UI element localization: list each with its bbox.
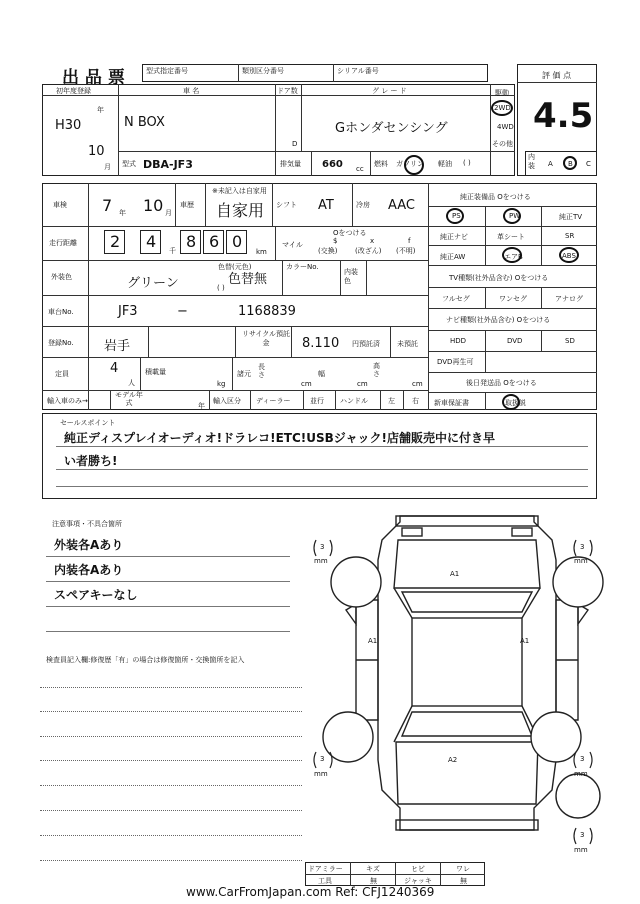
cc-label: 排気量 [280, 160, 301, 168]
note-line-1: 外装各Aあり [54, 538, 124, 552]
mileage-digit-1: 2 [110, 232, 121, 251]
score-label: 評 価 点 [542, 71, 572, 80]
shaken-label: 車検 [53, 201, 67, 209]
equip-abs: ABS [562, 252, 576, 260]
late-manual: 取扱説 [505, 399, 526, 407]
width-label: 幅 [318, 370, 325, 378]
dvd-play: DVD再生可 [437, 358, 474, 366]
recycle-unit: 円預託済 [352, 340, 380, 348]
legend-r1: 工具 [318, 877, 332, 885]
navi-title: ナビ種類(社外品含む) Oをつける [446, 316, 551, 324]
chassis-prefix: JF3 [118, 304, 138, 319]
equip-ps: PS [452, 212, 461, 220]
height-label: 高さ [373, 362, 380, 378]
score-value: 4.5 [533, 96, 594, 136]
ac-value: AAC [388, 198, 415, 213]
color-change-value: 色替無 [228, 272, 268, 287]
color-change-label: 色替(元色) [218, 263, 252, 271]
cap-label: 定員 [55, 370, 69, 378]
handle-left: 左 [388, 397, 395, 405]
shaken-year: 7 [102, 196, 113, 215]
tv-title: TV種類(社外品含む) Oをつける [449, 274, 549, 282]
tread-fl-mm: mm [314, 557, 328, 565]
color-no-label: カラーNo. [286, 263, 319, 271]
legend-h4: ワレ [456, 865, 470, 873]
shift-value: AT [318, 198, 334, 213]
equip-pw: PW [509, 212, 521, 220]
model-label: 型式 [122, 160, 136, 168]
shift-label: シフト [276, 201, 297, 209]
late-title: 後日発送品 Oをつける [466, 379, 537, 387]
serial-label: シリアル番号 [337, 67, 379, 75]
cc-value: 660 [322, 159, 343, 170]
import-div-label: 輸入区分 [213, 397, 241, 405]
mileage-digit-3: 8 [186, 232, 197, 251]
equip-aw: 純正AW [440, 253, 466, 261]
chassis-no: 1168839 [238, 304, 296, 319]
navi-sd: SD [565, 337, 575, 345]
sales-line-1: 純正ディスプレイオーディオ!ドラレコ!ETC!USBジャック!店舗販売中に付き早 [64, 431, 496, 445]
len-label: 長さ [258, 363, 265, 379]
tv-oneseg: ワンセグ [499, 295, 527, 303]
drive-2wd: 2WD [494, 104, 511, 112]
usage-value: 自家用 [216, 201, 265, 220]
interior-b: B [568, 160, 573, 168]
tread-rr-mm: mm [574, 770, 588, 778]
meter-text-3: (不明) [396, 247, 416, 255]
tread-spare: 3 [580, 831, 585, 839]
shaken-month: 10 [143, 196, 164, 215]
mile-label: マイル [282, 241, 303, 249]
recycle-label: リサイクル預託金 [241, 330, 291, 347]
car-name: N BOX [124, 115, 165, 130]
month-unit: 月 [104, 163, 111, 171]
load-kg: kg [217, 380, 226, 388]
doors-label: ドア数 [277, 87, 298, 95]
thousand-unit: 千 [169, 247, 176, 255]
mileage-digit-4: 6 [209, 232, 220, 251]
year-unit: 年 [97, 106, 104, 114]
chassis-dash: − [177, 304, 188, 319]
sales-line-2: い者勝ち! [64, 454, 118, 468]
sales-label: セールスポイント [60, 419, 116, 427]
grade-value: Gホンダセンシング [335, 121, 448, 136]
equip-tv: 純正TV [559, 213, 583, 221]
shaken-month-unit: 月 [165, 209, 172, 217]
meter-text-2: (改ざん) [355, 247, 382, 255]
interior-label: 内装 [528, 153, 535, 170]
legend-h1: ドアミラー [308, 865, 343, 873]
color-paren: ( ) [217, 284, 225, 292]
light-oil: 軽油 [438, 160, 452, 168]
grade-label: グ レ ー ド [372, 87, 407, 95]
mark-hood: A1 [450, 570, 460, 578]
load-label: 積載量 [145, 368, 166, 376]
mileage-label: 走行距離 [49, 239, 77, 247]
km-unit: km [256, 248, 267, 256]
equip-navi: 純正ナビ [440, 233, 468, 241]
equip-leather: 革シート [497, 233, 525, 241]
cap-value: 4 [110, 361, 119, 376]
year-era: H30 [55, 118, 82, 133]
class-label: 類別区分番号 [242, 67, 284, 75]
equip-sr: SR [565, 232, 575, 240]
notes-label: 注意事項・不具合箇所 [52, 520, 122, 528]
legend-h3: ヒビ [411, 865, 425, 873]
usage-label: 車歴 [180, 201, 194, 209]
recycle-value: 8.110 [302, 336, 340, 351]
note-line-3: スペアキーなし [54, 588, 138, 602]
color-label: 外装色 [51, 273, 72, 281]
tread-fr: 3 [580, 543, 585, 551]
circle-hint: Oをつける [333, 229, 367, 237]
legend-r4: 無 [460, 877, 467, 885]
color-value: グリーン [127, 276, 179, 291]
footer-ref: www.CarFromJapan.com Ref: CFJ1240369 [186, 885, 435, 899]
note-line-2: 内装各Aあり [54, 563, 124, 577]
tread-spare-mm: mm [574, 846, 588, 854]
meter-opt-3: f [408, 237, 411, 245]
model-year-label: モデル年式 [115, 391, 143, 407]
tread-rl: 3 [320, 755, 325, 763]
mileage-digit-5: 0 [232, 232, 243, 251]
mark-right: A1 [520, 637, 530, 645]
meter-text-1: (交換) [318, 247, 338, 255]
legend-h2: キズ [366, 865, 380, 873]
month-value: 10 [88, 144, 105, 159]
tread-rr: 3 [580, 755, 585, 763]
tread-fl: 3 [320, 543, 325, 551]
import-parallel: 並行 [310, 397, 324, 405]
interior-a: A [548, 160, 553, 168]
note-label: ※未記入は自家用 [212, 187, 267, 195]
shaken-year-unit: 年 [119, 209, 126, 217]
tv-fullseg: フルセグ [442, 295, 470, 303]
door-d: D [292, 140, 298, 148]
cap-unit: 人 [128, 379, 135, 387]
recycle-none: 未預託 [397, 340, 418, 348]
ac-label: 冷房 [356, 201, 370, 209]
len-cm: cm [301, 380, 312, 388]
import-dealer: ディーラー [256, 397, 291, 405]
tread-rl-mm: mm [314, 770, 328, 778]
interior-c: C [586, 160, 591, 168]
doc-title: 出 品 票 [62, 68, 125, 88]
handle-label: ハンドル [340, 397, 368, 405]
reg-label: 登録No. [48, 339, 74, 347]
late-warranty: 新車保証書 [434, 399, 469, 407]
fuel-paren: ( ) [463, 159, 471, 167]
car-name-label: 車 名 [183, 87, 200, 95]
navi-hdd: HDD [450, 337, 467, 345]
import-label: 輸入車のみ→ [47, 397, 88, 405]
mark-rear: A2 [448, 756, 458, 764]
reg-value: 岩手 [104, 339, 131, 354]
fuel-label: 燃料 [374, 160, 388, 168]
fuel-value: ガソリン [396, 160, 424, 168]
inspector-label: 検査員記入欄:修復歴「有」の場合は修復箇所・交換箇所を記入 [46, 656, 245, 664]
tread-fr-mm: mm [574, 557, 588, 565]
meter-opt-2: x [370, 237, 375, 245]
equip-airbag: エアB [504, 253, 523, 261]
handle-right: 右 [412, 397, 419, 405]
height-cm: cm [412, 380, 423, 388]
meter-opt-1: $ [333, 237, 338, 245]
mileage-digit-2: 4 [146, 232, 157, 251]
model-year-unit: 年 [198, 402, 205, 410]
chassis-label: 車台No. [48, 308, 74, 316]
drive-other: その他 [492, 140, 513, 148]
model-value: DBA-JF3 [143, 158, 193, 171]
drive-4wd: 4WD [497, 123, 514, 131]
int-color-label: 内装色 [344, 268, 358, 285]
dims-label: 諸元 [237, 370, 251, 378]
navi-dvd: DVD [507, 337, 523, 345]
mark-left: A1 [368, 637, 378, 645]
cc-unit: cc [356, 165, 364, 173]
first-reg-label: 初年度登録 [56, 87, 91, 95]
type-cert-label: 型式指定番号 [146, 67, 188, 75]
drive-label: 駆動 [495, 89, 509, 97]
legend-r2: 無 [370, 877, 377, 885]
tv-analog: アナログ [555, 295, 583, 303]
legend-r3: ジャッキ [404, 877, 432, 885]
width-cm: cm [357, 380, 368, 388]
equip-title: 純正装備品 Oをつける [460, 193, 531, 201]
